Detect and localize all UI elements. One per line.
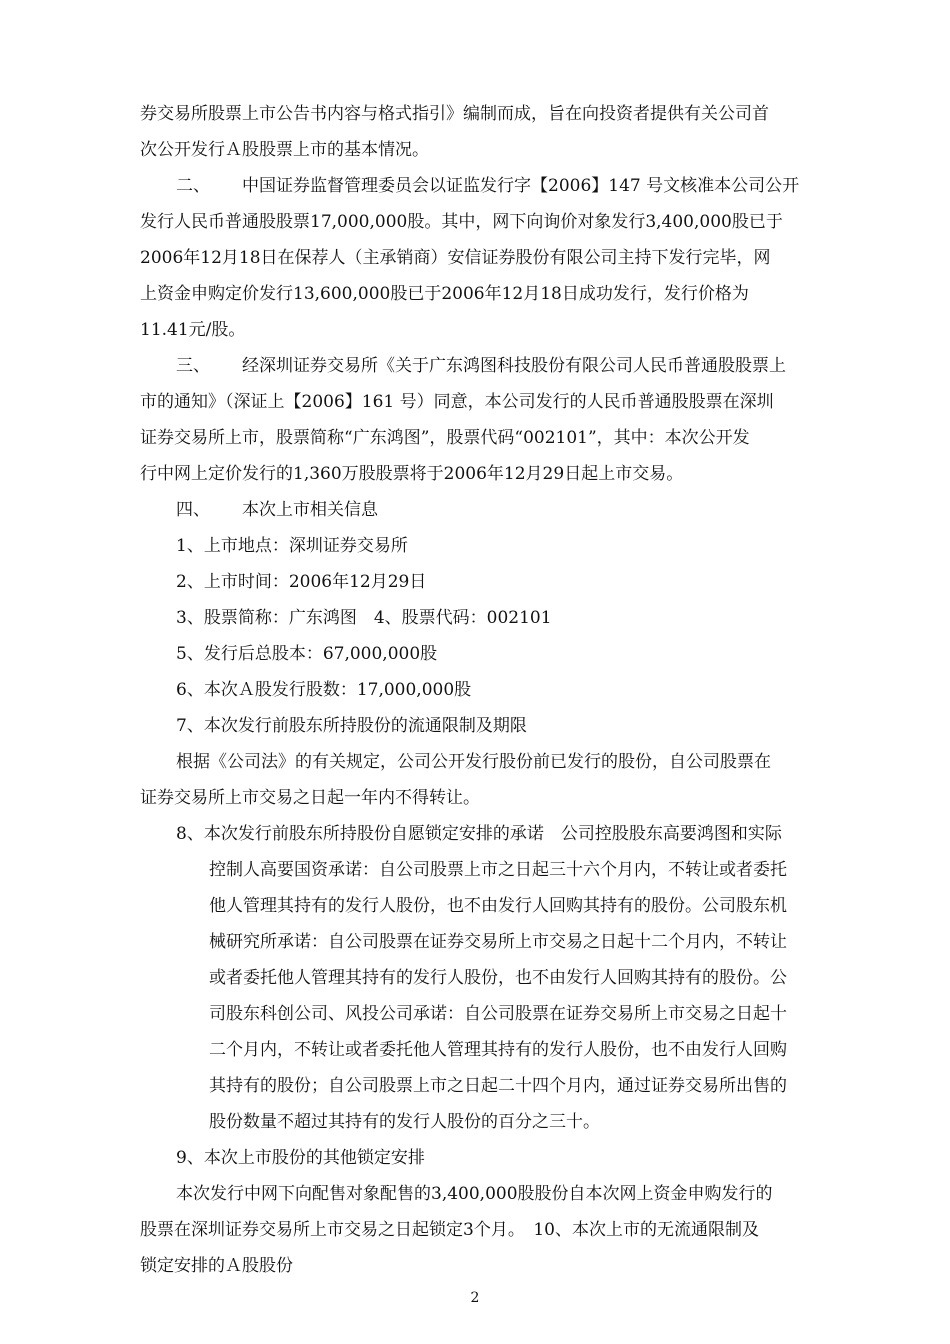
text-line: 发行人民币普通股股票17,000,000股。其中，网下向询价对象发行3,400,000股已于	[140, 212, 783, 232]
section-number: 三、	[176, 356, 210, 376]
list-item: 5、发行后总股本：67,000,000股	[176, 644, 438, 664]
text-line: 或者委托他人管理其持有的发行人股份，也不由发行人回购其持有的股份。公	[209, 968, 787, 988]
section-heading-4	[176, 498, 378, 522]
text-line: 2006年12月18日在保荐人（主承销商）安信证券股份有限公司主持下发行完毕，网	[140, 248, 771, 268]
text-line: 他人管理其持有的发行人股份，也不由发行人回购其持有的股份。公司股东机	[209, 896, 787, 916]
section-heading-2	[176, 174, 799, 198]
list-item: 7、本次发行前股东所持股份的流通限制及期限	[176, 716, 527, 736]
list-item: 2、上市时间：2006年12月29日	[176, 572, 427, 592]
text-line: 根据《公司法》的有关规定，公司公开发行股份前已发行的股份，自公司股票在	[176, 752, 771, 772]
list-item: 3、股票简称：广东鸿图 4、股票代码：002101	[176, 608, 552, 628]
text-line: 控制人高要国资承诺：自公司股票上市之日起三十六个月内，不转让或者委托	[209, 860, 787, 880]
text-line: 市的通知》（深证上【2006】161 号）同意，本公司发行的人民币普通股股票在深圳	[140, 392, 774, 412]
list-item: 8、本次发行前股东所持股份自愿锁定安排的承诺 公司控股股东高要鸿图和实际	[176, 824, 782, 844]
text-line: 其持有的股份；自公司股票上市之日起二十四个月内，通过证券交易所出售的	[209, 1076, 787, 1096]
text-line: 锁定安排的Ａ股股份	[140, 1256, 293, 1276]
text-line: 本次发行中网下向配售对象配售的3,400,000股股份自本次网上资金申购发行的	[176, 1184, 773, 1204]
section-number: 四、	[176, 500, 210, 520]
list-item: 1、上市地点：深圳证券交易所	[176, 536, 408, 556]
text-line: 司股东科创公司、风投公司承诺：自公司股票在证券交易所上市交易之日起十	[209, 1004, 787, 1024]
text-line: 械研究所承诺：自公司股票在证券交易所上市交易之日起十二个月内，不转让	[209, 932, 787, 952]
text-line: 11.41元/股。	[140, 320, 246, 340]
list-item: 9、本次上市股份的其他锁定安排	[176, 1148, 425, 1168]
section-heading-3	[176, 354, 786, 378]
text-line: 上资金申购定价发行13,600,000股已于2006年12月18日成功发行，发行价格为	[140, 284, 749, 304]
text-line: 股份数量不超过其持有的发行人股份的百分之三十。	[209, 1112, 600, 1132]
text-line: 次公开发行Ａ股股票上市的基本情况。	[140, 140, 429, 160]
text-line: 经深圳证券交易所《关于广东鸿图科技股份有限公司人民币普通股股票上	[242, 356, 786, 376]
section-title: 本次上市相关信息	[242, 500, 378, 520]
text-line: 券交易所股票上市公告书内容与格式指引》编制而成，旨在向投资者提供有关公司首	[140, 104, 769, 124]
page-number: 2	[470, 1290, 480, 1306]
text-line: 证券交易所上市交易之日起一年内不得转让。	[140, 788, 480, 808]
list-item: 6、本次Ａ股发行股数：17,000,000股	[176, 680, 472, 700]
text-line: 二个月内，不转让或者委托他人管理其持有的发行人股份，也不由发行人回购	[209, 1040, 787, 1060]
text-line: 行中网上定价发行的1,360万股股票将于2006年12月29日起上市交易。	[140, 464, 684, 484]
section-number: 二、	[176, 176, 210, 196]
text-line: 证券交易所上市，股票简称“广东鸿图”，股票代码“002101”，其中：本次公开发	[140, 428, 750, 448]
text-line: 股票在深圳证券交易所上市交易之日起锁定3个月。 10、本次上市的无流通限制及	[140, 1220, 759, 1240]
text-line: 中国证券监督管理委员会以证监发行字【2006】147 号文核准本公司公开	[242, 176, 800, 196]
